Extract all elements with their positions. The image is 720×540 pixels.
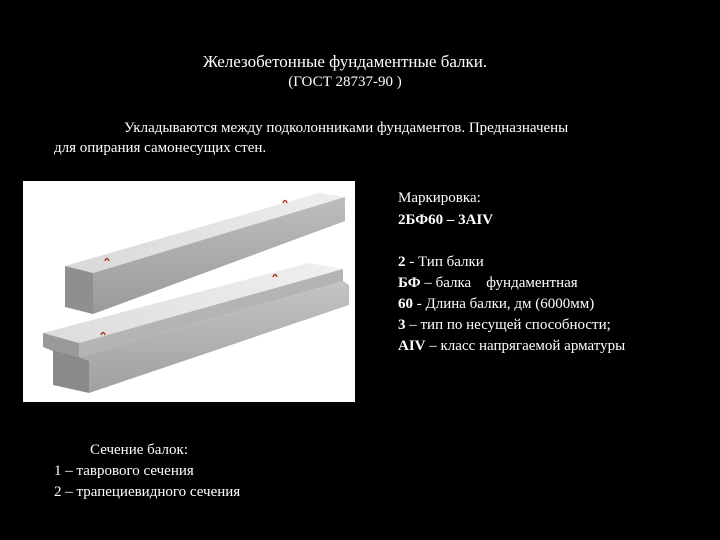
legend-item xyxy=(398,273,625,294)
section-item-1: 1 – таврового сечения xyxy=(54,463,194,479)
legend-item xyxy=(398,315,625,336)
section-heading: Сечение балок: xyxy=(90,442,188,458)
section-caption xyxy=(54,440,240,503)
legend-separator: – xyxy=(405,317,421,333)
legend-text: тип по несущей способности; xyxy=(420,317,611,333)
legend-separator: - xyxy=(405,254,418,270)
legend-key: 3 xyxy=(398,317,406,333)
legend-text: балка фундаментная xyxy=(435,275,578,291)
beams-illustration xyxy=(23,181,355,402)
legend-text: Тип балки xyxy=(418,254,484,270)
legend-text: класс напрягаемой арматуры xyxy=(440,338,626,354)
intro-text-line-1: Укладываются между подколонниками фундаментов. Предназначены xyxy=(124,120,569,136)
legend-item xyxy=(398,294,625,315)
legend-text: Длина балки, дм (6000мм) xyxy=(425,296,595,312)
legend-item xyxy=(398,336,625,357)
legend-separator: - xyxy=(413,296,426,312)
legend-key: БФ xyxy=(398,275,421,291)
beams-photo xyxy=(23,181,355,402)
legend-separator: – xyxy=(425,338,441,354)
section-item-2: 2 – трапециевидного сечения xyxy=(54,484,241,500)
marking-legend xyxy=(398,252,625,357)
legend-key: AIV xyxy=(398,338,426,354)
slide-title: Железобетонные фундаментные балки. xyxy=(202,52,488,71)
legend-separator: – xyxy=(420,275,436,291)
marking-heading: Маркировка: xyxy=(398,190,481,206)
legend-key: 2 xyxy=(398,254,406,270)
legend-key: 60 xyxy=(398,296,413,312)
intro-text-line-2: для опирания самонесущих стен. xyxy=(54,140,267,156)
legend-item xyxy=(398,252,625,273)
marking-code: 2БФ60 – 3AIV xyxy=(398,212,494,228)
marking-block xyxy=(398,187,493,231)
slide-subtitle-gost: (ГОСТ 28737-90 ) xyxy=(288,74,402,90)
